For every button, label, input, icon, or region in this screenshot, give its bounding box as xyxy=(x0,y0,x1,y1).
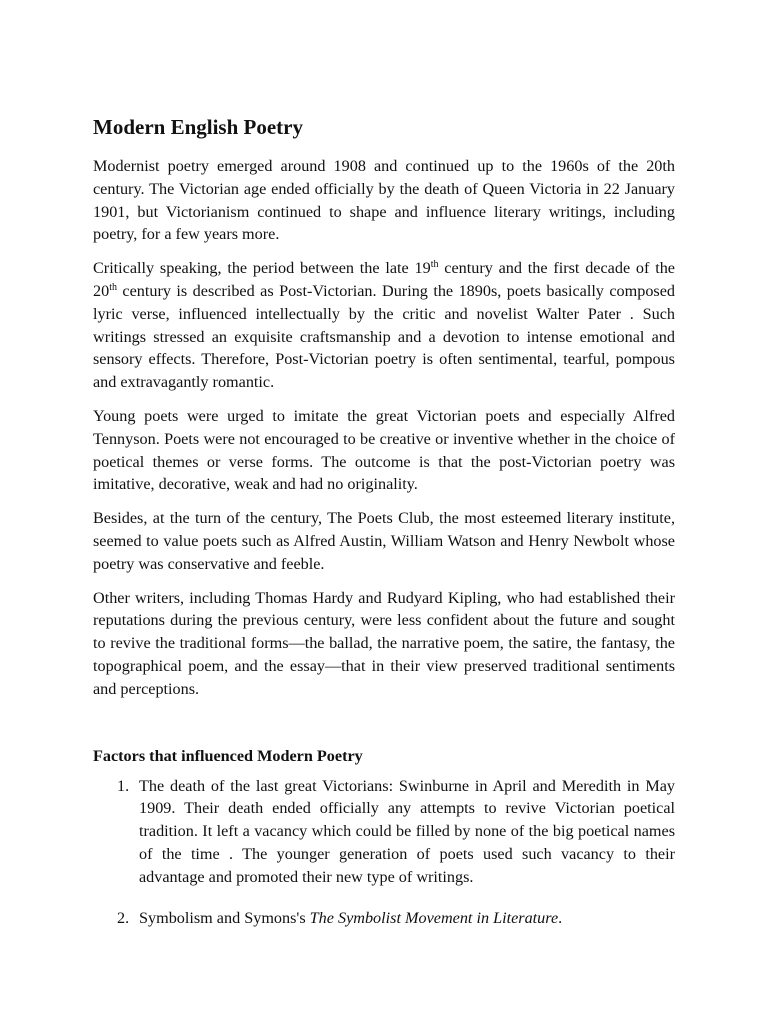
factors-list xyxy=(93,775,675,930)
list-item xyxy=(93,907,675,930)
paragraph-2-part-b: century and the first decade of the 20 xyxy=(93,259,675,300)
superscript-th-1: th xyxy=(430,259,439,271)
superscript-th-2: th xyxy=(109,281,117,293)
paragraph-2-part-a: Critically speaking, the period between the late 19 xyxy=(93,259,431,278)
paragraph-2 xyxy=(93,257,675,394)
paragraph-2-part-c: century is described as Post-Victorian. During the 1890s, poets basically composed lyric verse, influenced intellectually by the critic and novelist Walter Pater . Such writings stressed an exquisite craftsmanship and a devotion to intense emotional and sensory effects. Therefore, Post-Victorian poetry is often sentimental, tearful, pompous and extravagantly romantic. xyxy=(93,281,675,392)
paragraph-4: Besides, at the turn of the century, The Poets Club, the most esteemed literary institute, seemed to value poets such as Alfred Austin, William Watson and Henry Newbolt whose poetry was conservative and feeble. xyxy=(93,509,675,573)
document-title: Modern English Poetry xyxy=(93,115,303,139)
list-item xyxy=(93,775,675,889)
document-page xyxy=(93,113,675,947)
list-item-text: The death of the last great Victorians: Swinburne in April and Meredith in May 1909. Their death ended officially any attempts to revive Victorian poetical tradition. It left a vacancy which could be filled by none of the big poetical names of the time . The younger generation of poets used such vacancy to their advantage and promoted their new type of writings. xyxy=(139,776,675,886)
list-item-number: 1. xyxy=(117,776,130,795)
paragraph-1: Modernist poetry emerged around 1908 and continued up to the 1960s of the 20th century. The Victorian age ended officially by the death of Queen Victoria in 22 January 1901, but Victorianism continued to shape and influence literary writings, including poetry, for a few years more. xyxy=(93,157,675,244)
list-item-number: 2. xyxy=(117,908,130,927)
paragraph-5: Other writers, including Thomas Hardy and Rudyard Kipling, who had established their reputations during the previous century, were less confident about the future and sought to revive the traditional forms—the ballad, the narrative poem, the satire, the fantasy, the topographical poem, and the essay—that in their view preserved traditional sentiments and perceptions. xyxy=(93,588,675,698)
list-item-text: Symbolism and Symons's xyxy=(139,908,310,927)
book-title: The Symbolist Movement in Literature xyxy=(309,908,559,927)
list-item-text-end: . xyxy=(558,908,563,927)
paragraph-3: Young poets were urged to imitate the great Victorian poets and especially Alfred Tennyson. Poets were not encouraged to be creative or inventive whether in the choice of poetical themes or verse forms. The outcome is that the post-Victorian poetry was imitative, decorative, weak and had no originality. xyxy=(93,406,675,494)
section-heading: Factors that influenced Modern Poetry xyxy=(93,746,363,765)
